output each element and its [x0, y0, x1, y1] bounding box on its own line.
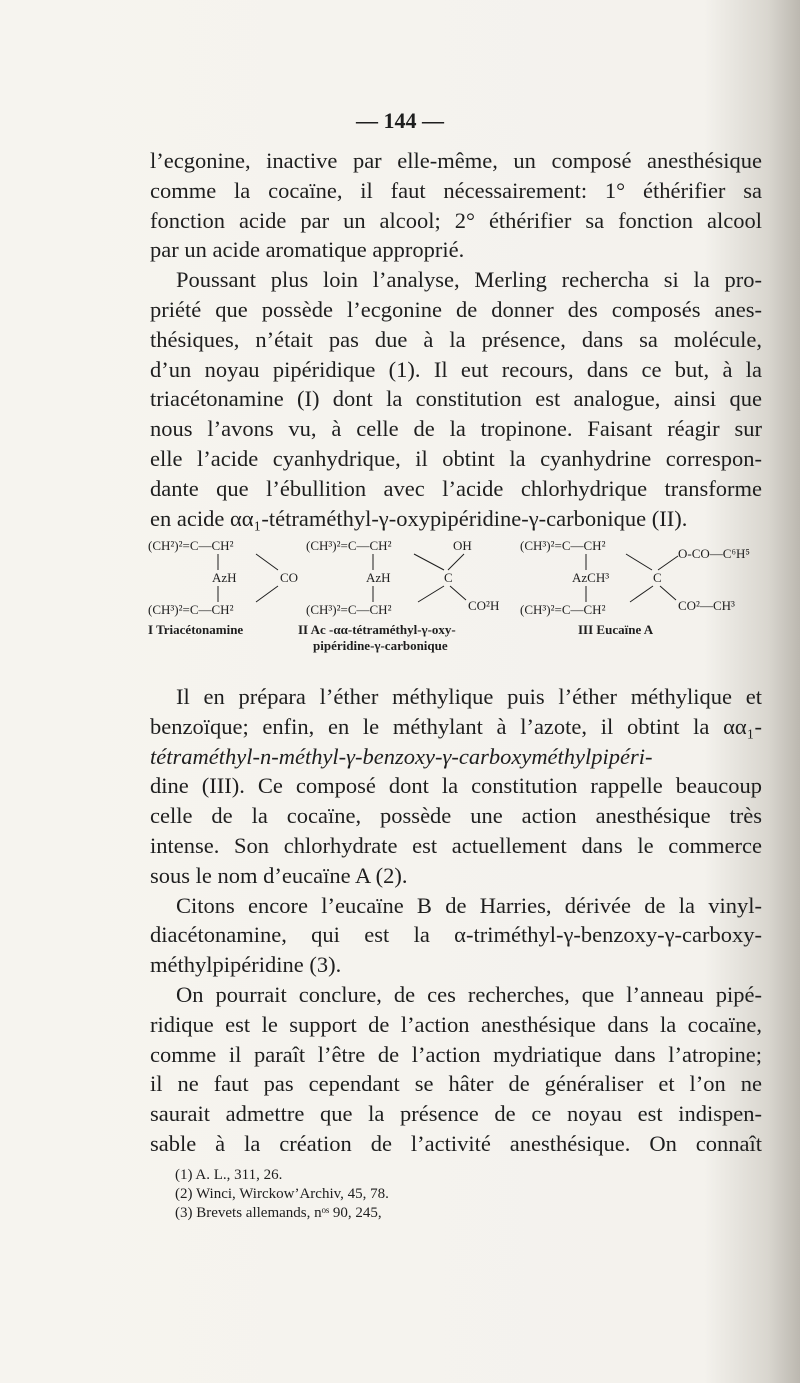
f3-top: (CH³)²=C—CH²	[520, 538, 606, 553]
text-line: ridique est le support de l’action anesthésique dans la cocaïne,	[150, 1011, 762, 1037]
text-line: sable à la création de l’activité anesthésique. On connaît	[150, 1130, 762, 1156]
f3-mid-right: C	[653, 570, 662, 585]
f2-co2h: CO²H	[468, 598, 500, 613]
f2-bond	[418, 586, 444, 602]
text-line: il ne faut pas cependant se hâter de généraliser et l’on ne	[150, 1071, 762, 1097]
text-line: celle de la cocaïne, possède une action anesthésique très	[150, 803, 762, 829]
text-line: triacétonamine (I) dont la constitution est analogue, ainsi que	[150, 386, 762, 412]
text-line: Il en prépara l’éther méthylique puis l’éther méthylique et	[176, 684, 762, 709]
f3-co2ch3: CO²—CH³	[678, 598, 735, 613]
text-line: diacétonamine, qui est la α-triméthyl-γ-benzoxy-γ-carboxy-	[150, 922, 762, 948]
f2-oh: OH	[453, 538, 472, 553]
text-line: comme la cocaïne, il faut nécessairement: 1° éthérifier sa	[150, 177, 762, 203]
f2-mid-left: AzH	[366, 570, 391, 585]
text-line: comme il paraît l’être de l’action mydriatique dans l’atropine;	[150, 1041, 762, 1067]
f1-mid-left: AzH	[212, 570, 237, 585]
text-line: d’un noyau pipéridique (1). Il eut recours, dans ce but, à la	[150, 356, 762, 382]
text-line: On pourrait conclure, de ces recherches, que l’anneau pipé-	[176, 981, 762, 1007]
text-line: intense. Son chlorhydrate est actuellement dans le commerce	[150, 832, 762, 858]
f2-bottom: (CH³)²=C—CH²	[306, 602, 392, 617]
text-line: fonction acide par un alcool; 2° éthérifier sa fonction alcool	[150, 207, 762, 233]
text-line: Poussant plus loin l’analyse, Merling rechercha si la pro-	[176, 267, 762, 293]
text-line: tétraméthyl-n-méthyl-γ-benzoxy-γ-carboxyméthylpipéri-	[150, 743, 653, 769]
f2-caption-line1: II Ac -αα-tétraméthyl-γ-oxy-	[298, 622, 456, 637]
f1-bond	[256, 586, 278, 602]
text-line: par un acide aromatique approprié.	[150, 237, 465, 263]
paragraph-2	[150, 682, 762, 1159]
footnote-3: (3) Brevets allemands, nᵒˢ 90, 245,	[175, 1205, 382, 1221]
f3-bond	[626, 554, 652, 570]
f2-bond	[414, 554, 444, 570]
text-line: priété que possède l’ecgonine de donner des composés anes-	[150, 296, 762, 322]
f2-mid-right: C	[444, 570, 453, 585]
f3-mid-left: AzCH³	[572, 570, 610, 585]
text-line: Citons encore l’eucaïne B de Harries, dérivée de la vinyl-	[176, 892, 762, 918]
footnote-1: (1) A. L., 311, 26.	[175, 1167, 283, 1183]
text-line: dine (III). Ce composé dont la constitution rappelle beaucoup	[150, 773, 762, 799]
text-line: en acide αα₁-tétraméthyl-γ-oxypipéridine-γ-carbonique (II).	[150, 505, 688, 531]
f3-bond	[630, 586, 653, 602]
f3-ester: O-CO—C⁶H⁵	[678, 546, 750, 561]
f2-top: (CH³)²=C—CH²	[306, 538, 392, 553]
f3-bond	[660, 586, 676, 600]
f1-bond	[256, 554, 278, 570]
f1-top: (CH²)²=C—CH²	[148, 538, 234, 553]
text-line: dante que l’ébullition avec l’acide chlorhydrique transforme	[150, 475, 762, 501]
f1-caption: I Triacétonamine	[148, 622, 244, 637]
f3-bond	[658, 556, 678, 570]
text-line: nous l’avons vu, à celle de la tropinone. Faisant réagir sur	[150, 416, 762, 442]
text-line: benzoïque; enfin, en le méthylant à l’azote, il obtint la αα₁-	[150, 713, 762, 739]
formula-diagram	[148, 536, 788, 666]
f2-bond	[448, 554, 464, 570]
page-number: — 144 —	[356, 108, 444, 133]
text-line: thésiques, n’était pas due à la présence, dans sa molécule,	[150, 326, 762, 352]
text-line: elle l’acide cyanhydrique, il obtint la cyanhydrine correspon-	[150, 445, 762, 471]
footnote-2: (2) Winci, Wirckow’Archiv, 45, 78.	[175, 1186, 389, 1202]
f3-bottom: (CH³)²=C—CH²	[520, 602, 606, 617]
f1-bottom: (CH³)²=C—CH²	[148, 602, 234, 617]
f3-caption: III Eucaïne A	[578, 622, 654, 637]
f1-mid-right: CO	[280, 570, 299, 585]
text-line: méthylpipéridine (3).	[150, 952, 342, 978]
f2-caption-line2: pipéridine-γ-carbonique	[313, 638, 448, 653]
text-line: l’ecgonine, inactive par elle-même, un composé anesthésique	[150, 148, 762, 173]
paragraph-1	[150, 146, 762, 533]
text-line: saurait admettre que la présence de ce noyau est indispen-	[150, 1101, 762, 1127]
text-line: sous le nom d’eucaïne A (2).	[150, 862, 408, 888]
f2-bond	[450, 586, 466, 600]
footnotes	[175, 1166, 735, 1223]
structural-formulas	[148, 536, 788, 666]
